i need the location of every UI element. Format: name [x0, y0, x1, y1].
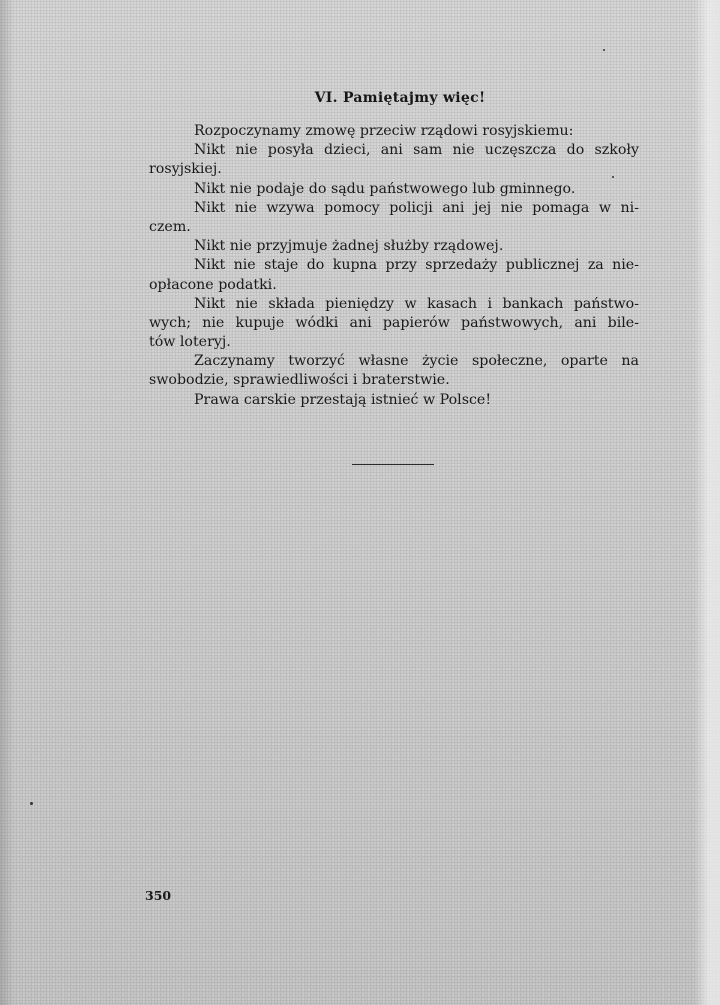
- text-line: Rozpoczynamy zmowę przeciw rządowi rosyjskiemu:: [194, 123, 574, 139]
- text-line: opłacone podatki.: [149, 276, 277, 293]
- text-line: Nikt nie posyła dzieci, ani sam nie uczęszcza do szkoły: [194, 142, 639, 159]
- text-line: wych; nie kupuje wódki ani papierów państwowych, ani bile-: [149, 314, 639, 331]
- print-speck: [603, 49, 605, 51]
- text-line: swobodzie, sprawiedliwości i braterstwie.: [149, 372, 450, 389]
- print-speck: [612, 176, 614, 178]
- section-heading: VI. Pamiętajmy więc!: [314, 90, 486, 106]
- section-divider-rule: [352, 464, 434, 465]
- page-gutter-shadow: [0, 0, 14, 1005]
- text-line: Nikt nie wzywa pomocy policji ani jej nie pomaga w ni-: [194, 199, 639, 216]
- text-line: rosyjskiej.: [149, 161, 222, 178]
- text-line: Nikt nie staje do kupna przy sprzedaży publicznej za nie-: [194, 257, 639, 274]
- page-number: 350: [145, 888, 172, 903]
- print-speck: [30, 802, 33, 805]
- text-line: tów loteryj.: [149, 334, 231, 351]
- text-line: Zaczynamy tworzyć własne życie społeczne, oparte na: [194, 353, 639, 370]
- body-text: [149, 122, 639, 410]
- text-line: Prawa carskie przestają istnieć w Polsce!: [194, 391, 492, 408]
- text-line: Nikt nie składa pieniędzy w kasach i bankach państwo-: [194, 295, 639, 312]
- text-line: czem.: [149, 218, 191, 235]
- text-line: Nikt nie przyjmuje żadnej służby rządowej.: [194, 238, 504, 255]
- text-line: Nikt nie podaje do sądu państwowego lub gminnego.: [194, 180, 576, 197]
- page-edge-highlight: [694, 0, 720, 1005]
